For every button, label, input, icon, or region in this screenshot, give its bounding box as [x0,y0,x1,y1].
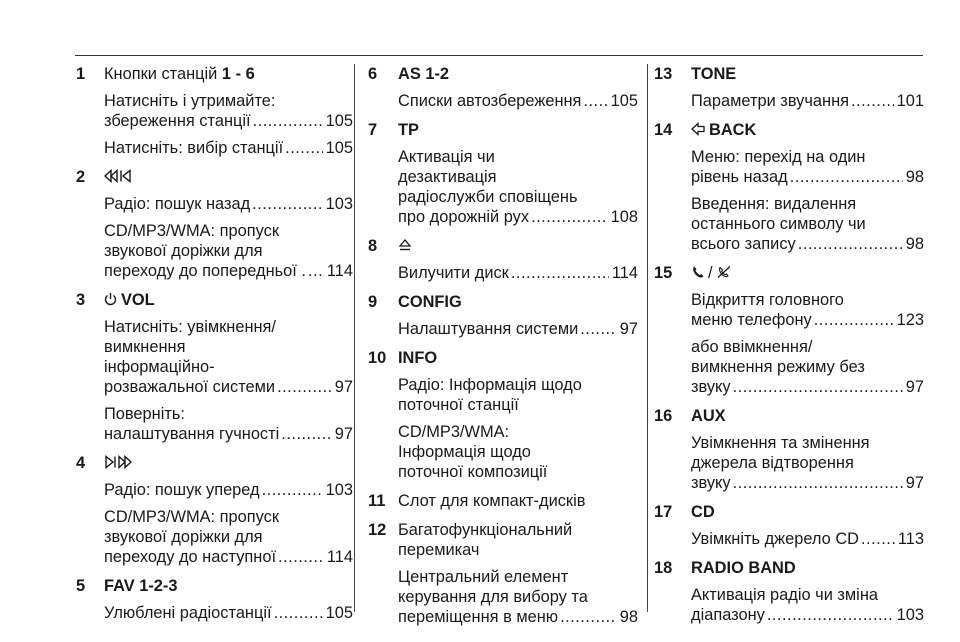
toc-page-number[interactable]: 103 [896,606,924,624]
toc-entry[interactable] [398,319,638,339]
toc-text: Радіо: пошук назад [104,195,251,213]
text-line: дезактивація [398,168,497,186]
item-number: 13 [654,65,673,83]
toc-page-number[interactable]: 101 [896,92,924,110]
paragraph [691,337,924,397]
text-line: вимкнення [104,338,186,356]
dot-leader [861,529,895,549]
item-body [104,576,353,623]
dot-leader [252,194,322,214]
item-heading [691,120,924,140]
toc-text: Увімкніть джерело CD [691,530,859,548]
toc-entry[interactable] [104,424,353,444]
toc-page-number[interactable]: 98 [905,168,924,186]
toc-page-number[interactable]: 105 [610,92,638,110]
paragraph [691,585,924,625]
item-heading [691,558,924,578]
toc-page-number[interactable]: 114 [326,548,353,566]
paragraph [398,91,638,111]
dot-leader [851,91,894,111]
paragraph [104,221,353,281]
toc-text: діапазону [691,606,765,624]
toc-text: Улюблені радіостанції [104,604,272,622]
toc-entry[interactable] [104,480,353,500]
dot-leader [790,167,903,187]
text-line: CD/MP3/WMA: [398,423,510,441]
toc-entry[interactable] [691,605,924,625]
item-body [398,520,638,627]
paragraph [398,147,638,227]
toc-text: звуку [691,378,731,396]
heading-label: FAV 1-2-3 [104,577,178,595]
text-line: поточної композиції [398,463,548,481]
eject-icon [398,237,412,257]
toc-entry[interactable] [691,377,924,397]
text-line: Введення: видалення [691,195,857,213]
paragraph [104,507,353,567]
seek-back-icon [104,168,132,188]
toc-text: всього запису [691,235,796,253]
item-body [398,236,638,283]
list-item [654,64,924,111]
text-line: Відкриття головного [691,291,844,309]
toc-entry[interactable] [691,91,924,111]
toc-text: Радіо: пошук уперед [104,481,260,499]
toc-entry[interactable] [104,547,353,567]
heading-text: Кнопки станцій [104,65,218,83]
toc-text: розважальної системи [104,378,276,396]
item-body [398,348,638,482]
paragraph [398,319,638,339]
item-number: 16 [654,407,673,425]
item-body [691,406,924,493]
column-3 [654,64,924,625]
toc-text: налаштування гучності [104,425,280,443]
list-item [654,120,924,254]
toc-text: Вилучити диск [398,264,509,282]
item-text: Багатофункціональний [398,521,573,539]
item-body [398,120,638,227]
column-1 [75,64,353,623]
text-line: інформаційно- [104,358,215,376]
item-number: 12 [368,521,387,539]
toc-text: меню телефону [691,311,812,329]
item-body [398,491,638,511]
list-item [368,236,638,283]
toc-text: переходу до наступної [104,548,277,566]
toc-entry[interactable] [398,91,638,111]
toc-entry[interactable] [398,263,638,283]
item-number: 9 [368,293,378,311]
list-item [75,453,353,567]
column-divider [647,64,648,612]
item-body [398,292,638,339]
paragraph [691,529,924,549]
back-icon [691,121,705,141]
heading-label: AUX [691,407,726,425]
toc-text: звуку [691,474,731,492]
item-heading [398,64,638,84]
toc-page-number[interactable]: 123 [896,311,924,329]
text-line: CD/MP3/WMA: пропуск [104,508,280,526]
toc-entry[interactable] [691,234,924,254]
dot-leader [767,605,894,625]
item-number: 2 [76,168,86,186]
list-item [654,558,924,625]
toc-entry[interactable] [398,607,638,627]
text-line: радіослужби сповіщень [398,188,578,206]
item-number: 5 [76,577,86,595]
item-heading [104,290,353,310]
toc-page-number[interactable]: 103 [325,481,353,499]
toc-page-number[interactable]: 108 [610,208,638,226]
heading-label: TONE [691,65,737,83]
item-number: 14 [654,121,673,139]
list-item [75,290,353,444]
dot-leader [531,207,608,227]
dot-leader [583,91,607,111]
toc-entry[interactable] [104,377,353,397]
paragraph [104,603,353,623]
item-body [691,502,924,549]
item-body [104,64,353,158]
text-line: звукової доріжки для [104,242,263,260]
item-number: 18 [654,559,673,577]
toc-page-number[interactable]: 97 [905,474,924,492]
toc-entry[interactable] [398,207,638,227]
item-heading [398,120,638,140]
item-body [691,558,924,625]
item-heading [104,64,353,84]
item-body [104,453,353,567]
text-line: Центральний елемент [398,568,569,586]
dot-leader [274,603,323,623]
toc-page-number[interactable]: 105 [325,604,353,622]
list-item [75,576,353,623]
item-heading [691,502,924,522]
toc-text: Налаштування системи [398,320,579,338]
item-body [691,263,924,397]
text-line: Натисніть: увімкнення/ [104,318,276,336]
dot-leader [285,138,323,158]
heading-label: TP [398,121,419,139]
paragraph [398,567,638,627]
dot-leader [253,111,323,131]
text-line: останнього символу чи [691,215,866,233]
item-heading [104,167,353,187]
header-rule [75,55,923,56]
item-number: 7 [368,121,378,139]
item-heading [691,406,924,426]
dot-leader [814,310,894,330]
item-body [398,64,638,111]
toc-entry[interactable] [691,167,924,187]
item-body [104,167,353,281]
heading-label: INFO [398,349,438,367]
toc-page-number[interactable]: 105 [325,139,353,157]
dot-leader [733,473,903,493]
item-number: 17 [654,503,673,521]
list-item [368,348,638,482]
text-line: Інформація щодо [398,443,531,461]
list-item [654,263,924,397]
text-line: Меню: перехід на один [691,148,866,166]
dot-leader [511,263,609,283]
seek-forward-icon [104,454,132,474]
dot-leader [560,607,617,627]
toc-page-number[interactable]: 98 [905,235,924,253]
dot-leader [277,377,332,397]
paragraph [104,317,353,397]
text-line: вимкнення режиму без [691,358,865,376]
toc-page-number[interactable]: 114 [611,264,638,282]
toc-page-number[interactable]: 105 [325,112,353,130]
toc-entry[interactable] [104,111,353,131]
toc-text: про дорожній рух [398,208,530,226]
toc-page-number[interactable]: 103 [325,195,353,213]
paragraph [104,194,353,214]
item-number: 4 [76,454,86,472]
paragraph [104,138,353,158]
paragraph [104,480,353,500]
text-line: Увімкнення та змінення [691,434,870,452]
toc-entry[interactable] [104,603,353,623]
item-heading [691,263,924,283]
item-body [691,64,924,111]
toc-text: рівень назад [691,168,788,186]
paragraph [398,375,638,415]
item-heading [104,576,353,596]
paragraph [104,91,353,131]
power-icon [104,291,117,311]
phone-mute-icon [716,264,732,284]
item-text: перемикач [398,541,480,559]
toc-entry[interactable] [691,529,924,549]
toc-entry[interactable] [691,473,924,493]
text-line: Поверніть: [104,405,185,423]
heading-label: 1 - 6 [221,65,255,83]
text-line: джерела відтворення [691,454,854,472]
toc-text: збереження станції [104,112,251,130]
item-heading [398,348,638,368]
toc-entry[interactable] [691,310,924,330]
paragraph [691,433,924,493]
item-number: 11 [368,492,386,510]
dot-leader [281,424,331,444]
item-body [691,120,924,254]
toc-entry[interactable] [104,261,353,281]
toc-text: Натисніть: вибір станції [104,139,284,157]
item-heading [398,292,638,312]
list-item [75,167,353,281]
list-item [368,64,638,111]
toc-page-number[interactable]: 97 [905,378,924,396]
toc-text: переміщення в меню [398,608,559,626]
heading-label: CONFIG [398,293,462,311]
list-item [654,502,924,549]
dot-leader [798,234,903,254]
item-heading [104,453,353,473]
text-line: Натисніть і утримайте: [104,92,276,110]
toc-page-number[interactable]: 113 [897,530,924,548]
list-item [368,120,638,227]
item-number: 6 [368,65,378,83]
list-item [368,292,638,339]
text-line: Активація чи [398,148,495,166]
list-item [654,406,924,493]
toc-text: переходу до попередньої . [104,262,306,280]
item-text: Слот для компакт-дисків [398,492,586,510]
toc-entry[interactable] [104,194,353,214]
toc-page-number[interactable]: 97 [334,378,353,396]
list-item [368,520,638,627]
text-line: Радіо: Інформація щодо [398,376,582,394]
toc-text: Списки автозбереження [398,92,582,110]
item-number: 3 [76,291,86,309]
text-line: Активація радіо чи зміна [691,586,878,604]
item-heading [398,236,638,256]
list-item [368,491,638,511]
text-line: поточної станції [398,396,519,414]
paragraph [691,147,924,187]
paragraph [398,422,638,482]
column-divider [354,64,355,612]
text-line: CD/MP3/WMA: пропуск [104,222,280,240]
heading-label: BACK [709,121,757,139]
heading-label: VOL [121,291,155,309]
paragraph [691,194,924,254]
toc-page-number[interactable]: 97 [619,320,638,338]
item-number: 15 [654,264,673,282]
dot-leader [308,261,324,281]
toc-text: Параметри звучання [691,92,849,110]
heading-label: AS 1-2 [398,65,450,83]
heading-label: CD [691,503,715,521]
list-item [75,64,353,158]
item-body [104,290,353,444]
paragraph [104,404,353,444]
column-2 [368,64,638,627]
dot-leader [733,377,903,397]
heading-separator: / [708,264,713,282]
toc-page-number[interactable]: 97 [334,425,353,443]
heading-label: RADIO BAND [691,559,796,577]
item-number: 1 [76,65,86,83]
dot-leader [278,547,324,567]
toc-page-number[interactable]: 114 [326,262,353,280]
toc-page-number[interactable]: 98 [619,608,638,626]
dot-leader [262,480,323,500]
text-line: або ввімкнення/ [691,338,813,356]
text-line: звукової доріжки для [104,528,263,546]
dot-leader [580,319,617,339]
toc-entry[interactable] [104,138,353,158]
item-number: 8 [368,237,378,255]
paragraph [691,91,924,111]
paragraph [398,263,638,283]
text-line: керування для вибору та [398,588,588,606]
item-heading [691,64,924,84]
item-number: 10 [368,349,387,367]
paragraph [691,290,924,330]
phone-icon [691,264,705,284]
